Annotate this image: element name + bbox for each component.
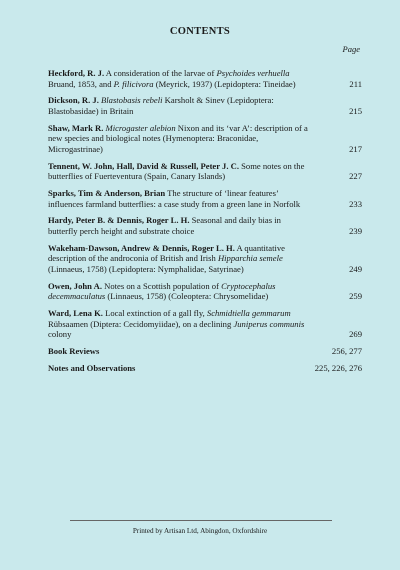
toc-entry-page: 269: [349, 329, 362, 340]
toc-entry-title-part: Notes on a Scottish population of: [101, 280, 222, 291]
toc-entry-taxon: Psychoides verhuella: [216, 68, 290, 78]
toc-entry-author: Owen, John A.: [48, 280, 102, 291]
toc-entry-page: 211: [349, 78, 362, 89]
toc-entry-taxon: P. filicivora: [113, 78, 154, 89]
toc-entry-author: Shaw, Mark R.: [48, 122, 104, 133]
toc-entry: [48, 215, 362, 236]
toc-entry-title-part: A quantitative description of the androconia of British and Irish: [48, 242, 285, 264]
toc-entry-title-part: (Meyrick, 1937) (Lepidoptera: Tineidae): [153, 78, 296, 89]
toc-entry: [48, 243, 362, 275]
toc-entry-taxon: Schmidtiella gemmarum: [206, 308, 291, 319]
toc-entry: [48, 188, 362, 209]
printer-credit: Printed by Artisan Ltd, Abingdon, Oxfordshire: [132, 527, 268, 535]
toc-entry-text: [48, 188, 310, 209]
toc-entry-title-part: The structure of ‘linear features’ influences farmland butterflies: a case study from a green lane in Norfolk: [48, 188, 301, 209]
footer-divider: [70, 520, 332, 521]
toc-entry-text: [48, 308, 310, 340]
toc-entry-page: 225, 226, 276: [314, 362, 362, 373]
toc-entry-page: 239: [349, 226, 362, 237]
toc-entry-page: 227: [349, 171, 362, 182]
toc-entry-title-part: Rübsaamen (Diptera: Cecidomyiidae), on a declining: [48, 318, 234, 329]
toc-entry-taxon: Cryptocephalus decemmaculatus: [48, 280, 276, 302]
toc-entry-text: [48, 281, 310, 302]
toc-entry-page: 259: [349, 291, 362, 302]
toc-entry-title: Book Reviews: [48, 346, 100, 357]
toc-entry-author: Ward, Lena K.: [48, 308, 103, 319]
toc-entry-author: Wakeham-Dawson, Andrew & Dennis, Roger L. H.: [48, 242, 235, 253]
toc-entry-taxon: Blastobasis rebeli: [101, 95, 163, 106]
toc-entry-book-reviews: [48, 346, 362, 357]
toc-entry-title-part: Local extinction of a gall fly,: [102, 308, 207, 319]
toc-entry-text: [48, 68, 310, 89]
toc-entry: [48, 123, 362, 155]
toc-entry-text: [48, 215, 310, 236]
toc-entry: [48, 161, 362, 182]
toc-entry-title-part: Nixon and its ‘var A’: description of a new species and biological notes (Hymenoptera: Braconidae, Microgastrinae): [48, 122, 308, 154]
toc-entry-author: Heckford, R. J.: [48, 68, 105, 78]
toc-entry-notes: [48, 363, 362, 374]
toc-entries: [48, 68, 362, 340]
toc-entry: [48, 68, 362, 89]
toc-entry-author: Tennent, W. John, Hall, David & Russell, Peter J. C.: [48, 160, 239, 171]
toc-entry-title-part: Bruand, 1853, and: [48, 78, 114, 89]
toc-entry-text: [48, 123, 310, 155]
toc-entry-title-part: Seasonal and daily bias in butterfly perch height and substrate choice: [48, 215, 281, 237]
toc-entry-title: Notes and Observations: [48, 362, 136, 373]
toc-entry: [48, 281, 362, 302]
toc-entry-page: 233: [349, 198, 362, 209]
toc-entry-text: [48, 95, 310, 116]
toc-entry-taxon: Hipparchia semele: [217, 253, 283, 264]
toc-entry: [48, 308, 362, 340]
toc-entry-author: Dickson, R. J.: [48, 95, 99, 106]
toc-entry-title-part: Some notes on the butterflies of Fuerteventura (Spain, Canary Islands): [48, 160, 305, 182]
toc-entry-title-part: (Linnaeus, 1758) (Lepidoptera: Nymphalidae, Satyrinae): [48, 264, 244, 275]
toc-entry-page: 249: [349, 264, 362, 275]
page-title: CONTENTS: [169, 26, 231, 37]
toc-entry: [48, 95, 362, 116]
toc-entry-title-part: Karsholt & Sinev (Lepidoptera: Blastobasidae) in Britain: [48, 95, 274, 116]
toc-entry-title-part: colony: [48, 329, 72, 340]
page-column-label: Page: [342, 44, 360, 54]
toc-entry-taxon: Microgaster alebion: [105, 122, 176, 133]
toc-entry-taxon: Juniperus communis: [233, 318, 305, 329]
toc-entry-page: 256, 277: [331, 346, 362, 357]
toc-entry-page: 217: [349, 143, 362, 154]
toc-entry-author: Hardy, Peter B. & Dennis, Roger L. H.: [48, 215, 190, 226]
toc-entry-page: 215: [349, 105, 362, 116]
toc-entry-text: [48, 243, 310, 275]
toc-entry-author: Sparks, Tim & Anderson, Brian: [48, 188, 166, 199]
toc-entry-title-part: A consideration of the larvae of: [104, 68, 217, 78]
toc-entry-text: [48, 161, 310, 182]
table-of-contents: [48, 68, 362, 380]
toc-entry-title-part: (Linnaeus, 1758) (Coleoptera: Chrysomelidae): [105, 291, 269, 302]
